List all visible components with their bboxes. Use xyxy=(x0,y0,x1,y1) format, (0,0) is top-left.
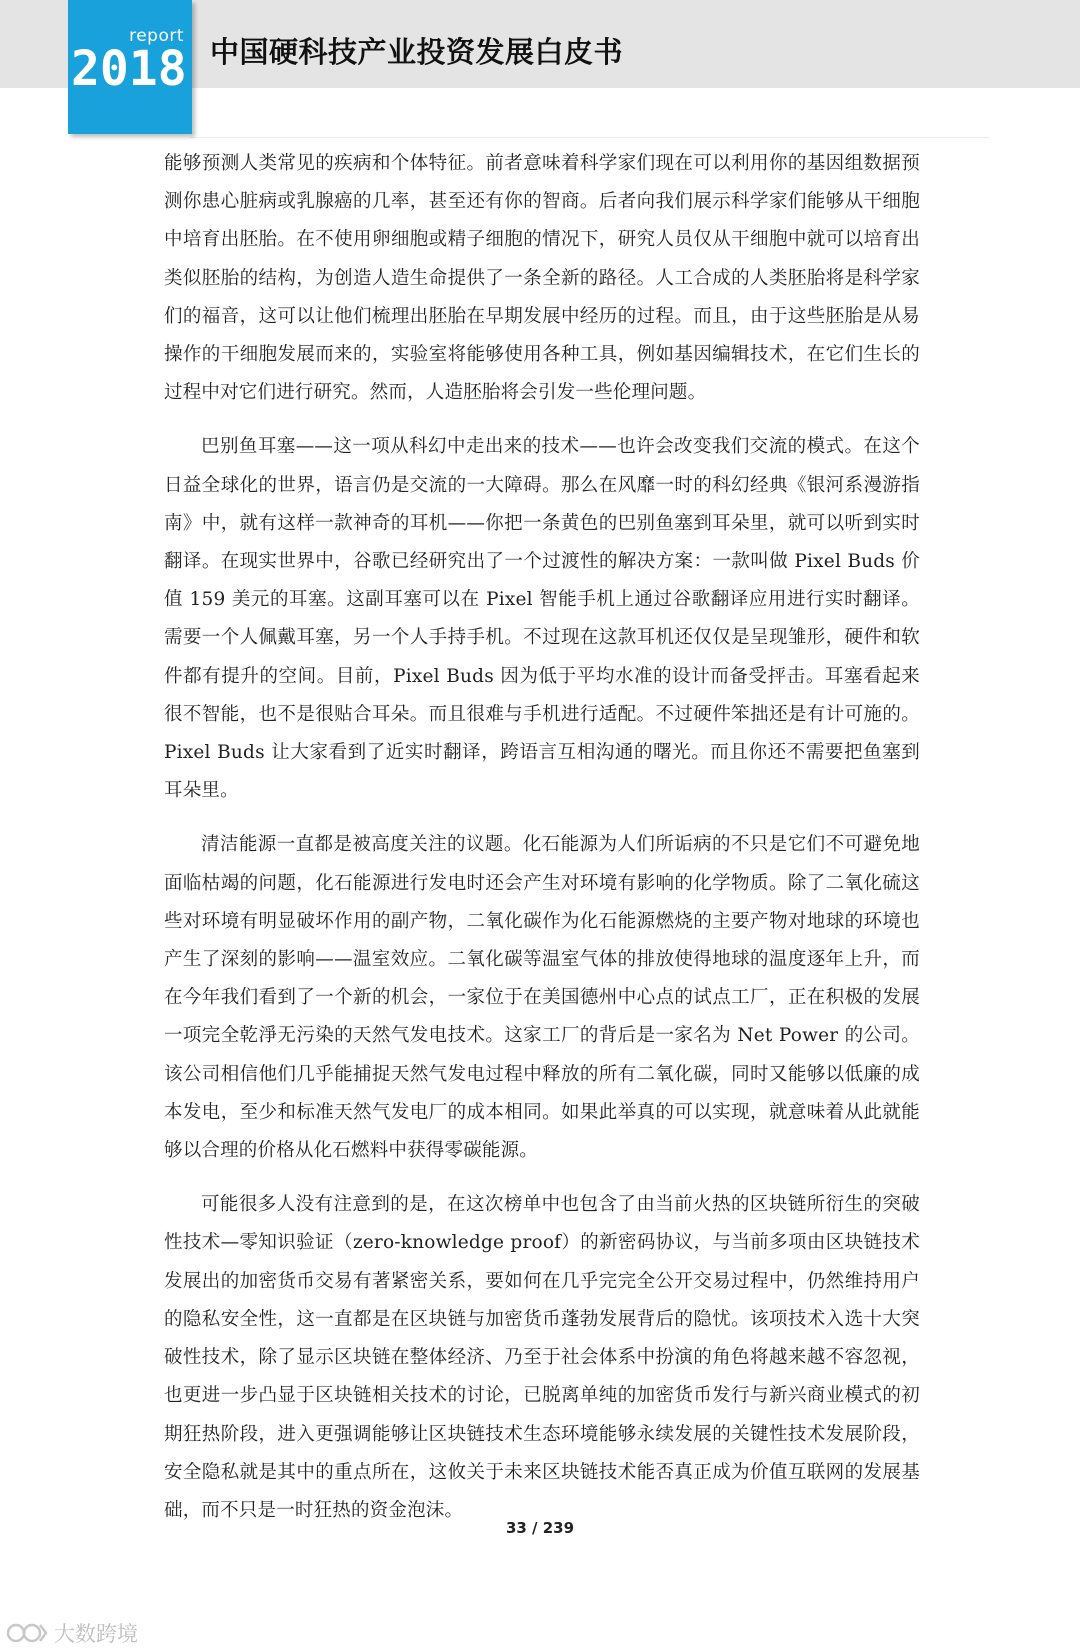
body-text xyxy=(164,145,920,1546)
logo-report-label: report xyxy=(129,26,184,46)
watermark-text: 大数跨境 xyxy=(54,1622,138,1646)
paragraph: 清洁能源一直都是被高度关注的议题。化石能源为人们所诟病的不只是它们不可避免地面临枯竭的问题，化石能源进行发电时还会产生对环境有影响的化学物质。除了二氧化硫这些对环境有明显破坏作用的副产物，二氧化碳作为化石能源燃烧的主要产物对地球的环境也产生了深刻的影响——温室效应。二氧化碳等温室气体的排放使得地球的温度逐年上升，而在今年我们看到了一个新的机会，一家位于在美国德州中心点的试点工厂，正在积极的发展一项完全乾淨无污染的天然气发电技术。这家工厂的背后是一家名为 Net Power 的公司。该公司相信他们几乎能捕捉天然气发电过程中释放的所有二氧化碳，同时又能够以低廉的成本发电，至少和标准天然气发电厂的成本相同。如果此举真的可以实现，就意味着从此就能够以合理的价格从化石燃料中获得零碳能源。 xyxy=(164,834,920,1162)
paragraph: 可能很多人没有注意到的是，在这次榜单中也包含了由当前火热的区块链所衍生的突破性技术—零知识验证（zero-knowledge proof）的新密码协议，与当前多项由区块链技术发展出的加密货币交易有著紧密关系，要如何在几乎完完全公开交易过程中，仍然维持用户的隐私安全性，这一直都是在区块链与加密货币蓬勃发展背后的隐忧。该项技术入选十大突破性技术，除了显示区块链在整体经济、乃至于社会体系中扮演的角色将越来越不容忽视，也更进一步凸显于区块链相关技术的讨论，已脱离单纯的加密货币发行与新兴商业模式的初期狂热阶段，进入更强调能够让区块链技术生态环境能够永续发展的关键性技术发展阶段，安全隐私就是其中的重点所在，这攸关于未来区块链技术能否真正成为价值互联网的发展基础，而不只是一时狂热的资金泡沫。 xyxy=(164,1194,920,1521)
watermark-logo-icon xyxy=(6,1620,50,1646)
logo-year-label: 2018 xyxy=(71,41,187,97)
report-logo xyxy=(68,0,192,134)
header-divider xyxy=(190,137,990,138)
paragraph: 巴别鱼耳塞——这一项从科幻中走出来的技术——也许会改变我们交流的模式。在这个日益全球化的世界，语言仍是交流的一大障碍。那么在风靡一时的科幻经典《银河系漫游指南》中，就有这样一款神奇的耳机——你把一条黄色的巴别鱼塞到耳朵里，就可以听到实时翻译。在现实世界中，谷歌已经研究出了一个过渡性的解决方案：一款叫做 Pixel Buds 价值 159 美元的耳塞。这副耳塞可以在 Pixel 智能手机上通过谷歌翻译应用进行实时翻译。需要一个人佩戴耳塞，另一个人手持手机。不过现在这款耳机还仅仅是呈现雏形，硬件和软件都有提升的空间。目前，Pixel Buds 因为低于平均水准的设计而备受抨击。耳塞看起来很不智能，也不是很贴合耳朵。而且很难与手机进行适配。不过硬件笨拙还是有计可施的。Pixel Buds 让大家看到了近实时翻译，跨语言互相沟通的曙光。而且你还不需要把鱼塞到耳朵里。 xyxy=(164,436,920,802)
paragraph: 能够预测人类常见的疾病和个体特征。前者意味着科学家们现在可以利用你的基因组数据预测你患心脏病或乳腺癌的几率，甚至还有你的智商。后者向我们展示科学家们能够从干细胞中培育出胚胎。在不使用卵细胞或精子细胞的情况下，研究人员仅从干细胞中就可以培育出类似胚胎的结构，为创造人造生命提供了一条全新的路径。人工合成的人类胚胎将是科学家们的福音，这可以让他们梳理出胚胎在早期发展中经历的过程。而且，由于这些胚胎是从易操作的干细胞发展而来的，实验室将能够使用各种工具，例如基因编辑技术，在它们生长的过程中对它们进行研究。然而，人造胚胎将会引发一些伦理问题。 xyxy=(164,153,920,404)
page-number: 33 / 239 xyxy=(505,1519,575,1537)
watermark xyxy=(6,1618,138,1648)
document-title: 中国硬科技产业投资发展白皮书 xyxy=(210,35,624,69)
